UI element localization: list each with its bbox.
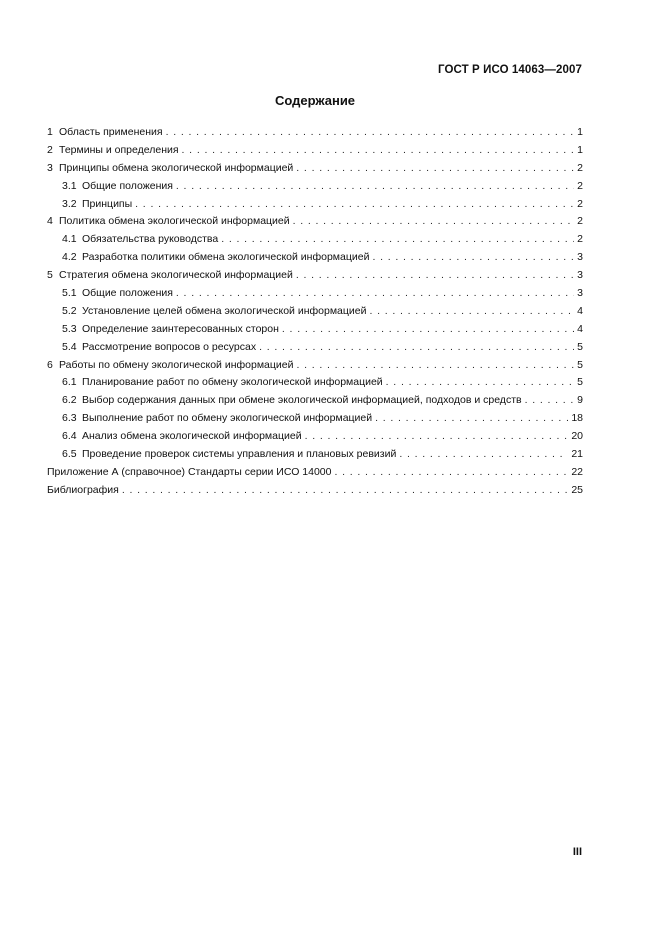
toc-entry-title: Работы по обмену экологической информацией — [59, 358, 294, 371]
toc-title: Содержание — [274, 93, 356, 108]
toc-entry-title: Установление целей обмена экологической информацией — [82, 304, 367, 317]
toc-appendix-entry — [47, 464, 583, 482]
toc-leader-dots — [122, 482, 568, 500]
toc-entry-title: Библиография — [47, 483, 119, 496]
toc-leader-dots — [296, 160, 574, 178]
toc-subentry — [47, 196, 583, 214]
toc-entry-title: Выбор содержания данных при обмене экологической информацией, подходов и средств — [82, 394, 522, 407]
toc-leader-dots — [372, 249, 574, 267]
toc-entry-page: 2 — [577, 197, 583, 210]
toc-entry-number: 2 — [47, 143, 53, 156]
toc-leader-dots — [369, 303, 574, 321]
toc-entry-page: 9 — [577, 394, 583, 407]
toc-leader-dots — [176, 285, 574, 303]
toc-entry-number: 5.1 — [62, 287, 77, 300]
toc-subentry — [47, 285, 583, 303]
toc-leader-dots — [176, 178, 574, 196]
toc-leader-dots — [305, 428, 569, 446]
toc-entry-title: Общие положения — [82, 287, 173, 300]
toc-subentry — [47, 303, 583, 321]
toc-entry-page: 1 — [577, 126, 583, 138]
toc-subentry — [47, 249, 583, 267]
toc-entry-title: Обязательства руководства — [82, 233, 219, 246]
toc-leader-dots — [282, 321, 574, 339]
toc-entry-title: Приложение А (справочное) Стандарты серии ИСО 14000 — [47, 465, 332, 478]
toc-entry — [47, 142, 583, 160]
toc-entry-page: 21 — [571, 448, 583, 461]
toc-subentry — [47, 231, 583, 249]
toc-entry-page: 4 — [577, 322, 583, 335]
toc-entry-title: Политика обмена экологической информацией — [59, 215, 290, 228]
toc-entry-number: 6.4 — [62, 430, 77, 443]
toc-entry-page: 2 — [577, 179, 583, 192]
document-code: ГОСТ Р ИСО 14063—2007 — [437, 64, 582, 76]
page-number: III — [572, 846, 582, 858]
toc-leader-dots — [399, 446, 568, 464]
toc-entry-title: Планирование работ по обмену экологической информацией — [82, 376, 383, 389]
toc-leader-dots — [166, 124, 575, 142]
toc-leader-dots — [221, 231, 574, 249]
toc-leader-dots — [182, 142, 575, 160]
toc-entry-title: Общие положения — [82, 179, 173, 192]
toc-entry-number: 3.2 — [62, 197, 77, 210]
toc-leader-dots — [375, 410, 568, 428]
toc-leader-dots — [135, 196, 574, 214]
toc-subentry — [47, 178, 583, 196]
toc-entry-number: 5 — [47, 269, 53, 282]
toc-leader-dots — [334, 464, 568, 482]
toc-subentry — [47, 321, 583, 339]
toc-entry — [47, 267, 583, 285]
toc-leader-dots — [296, 267, 574, 285]
toc-entry-number: 4.1 — [62, 233, 77, 246]
toc-entry-number: 5.4 — [62, 340, 77, 353]
toc-entry-number: 6.2 — [62, 394, 77, 407]
toc-subentry — [47, 392, 583, 410]
toc-entry-page: 3 — [577, 269, 583, 282]
toc-entry-title: Анализ обмена экологической информацией — [82, 430, 302, 443]
toc-subentry — [47, 446, 583, 464]
toc-entry-number: 3.1 — [62, 179, 77, 192]
toc-leader-dots — [293, 213, 575, 231]
toc-entry-page: 5 — [577, 340, 583, 353]
toc-entry-page: 3 — [577, 251, 583, 264]
toc-entry — [47, 357, 583, 375]
toc-entry — [47, 213, 583, 231]
toc-entry-number: 3 — [47, 161, 53, 174]
toc-entry-number: 4.2 — [62, 251, 77, 264]
toc-entry-page: 25 — [571, 483, 583, 496]
toc-entry-page: 20 — [571, 430, 583, 443]
toc-entry-number: 4 — [47, 215, 53, 228]
toc-entry-title: Определение заинтересованных сторон — [82, 322, 279, 335]
toc-entry-title: Выполнение работ по обмену экологической информацией — [82, 412, 373, 425]
toc-entry — [47, 160, 583, 178]
table-of-contents — [47, 124, 583, 500]
toc-entry-number: 6.5 — [62, 448, 77, 461]
toc-entry-page: 2 — [577, 233, 583, 246]
toc-bibliography-entry — [47, 482, 583, 500]
toc-subentry — [47, 339, 583, 357]
toc-leader-dots — [386, 374, 574, 392]
toc-entry-number: 1 — [47, 126, 53, 138]
toc-entry-title: Область применения — [59, 126, 163, 138]
toc-entry-title: Проведение проверок системы управления и плановых ревизий — [82, 448, 397, 461]
toc-entry-title: Термины и определения — [59, 143, 179, 156]
toc-entry-title: Принципы — [82, 197, 133, 210]
toc-leader-dots — [296, 357, 574, 375]
toc-entry-page: 4 — [577, 304, 583, 317]
toc-entry-page: 2 — [577, 161, 583, 174]
toc-entry-page: 1 — [577, 143, 583, 156]
toc-entry-page: 18 — [571, 412, 583, 425]
toc-entry-page: 5 — [577, 376, 583, 389]
toc-entry-title: Принципы обмена экологической информацией — [59, 161, 294, 174]
toc-entry-title: Рассмотрение вопросов о ресурсах — [82, 340, 257, 353]
toc-leader-dots — [259, 339, 574, 357]
toc-entry-page: 22 — [571, 465, 583, 478]
toc-leader-dots — [525, 392, 575, 410]
toc-entry-number: 6.3 — [62, 412, 77, 425]
toc-subentry — [47, 374, 583, 392]
toc-entry — [47, 124, 583, 142]
toc-subentry — [47, 428, 583, 446]
toc-entry-number: 6.1 — [62, 376, 77, 389]
toc-entry-number: 5.3 — [62, 322, 77, 335]
toc-subentry — [47, 410, 583, 428]
toc-entry-page: 5 — [577, 358, 583, 371]
toc-entry-number: 6 — [47, 358, 53, 371]
toc-entry-page: 3 — [577, 287, 583, 300]
toc-entry-page: 2 — [577, 215, 583, 228]
toc-entry-number: 5.2 — [62, 304, 77, 317]
toc-entry-title: Разработка политики обмена экологической информацией — [82, 251, 370, 264]
toc-entry-title: Стратегия обмена экологической информацией — [59, 269, 293, 282]
